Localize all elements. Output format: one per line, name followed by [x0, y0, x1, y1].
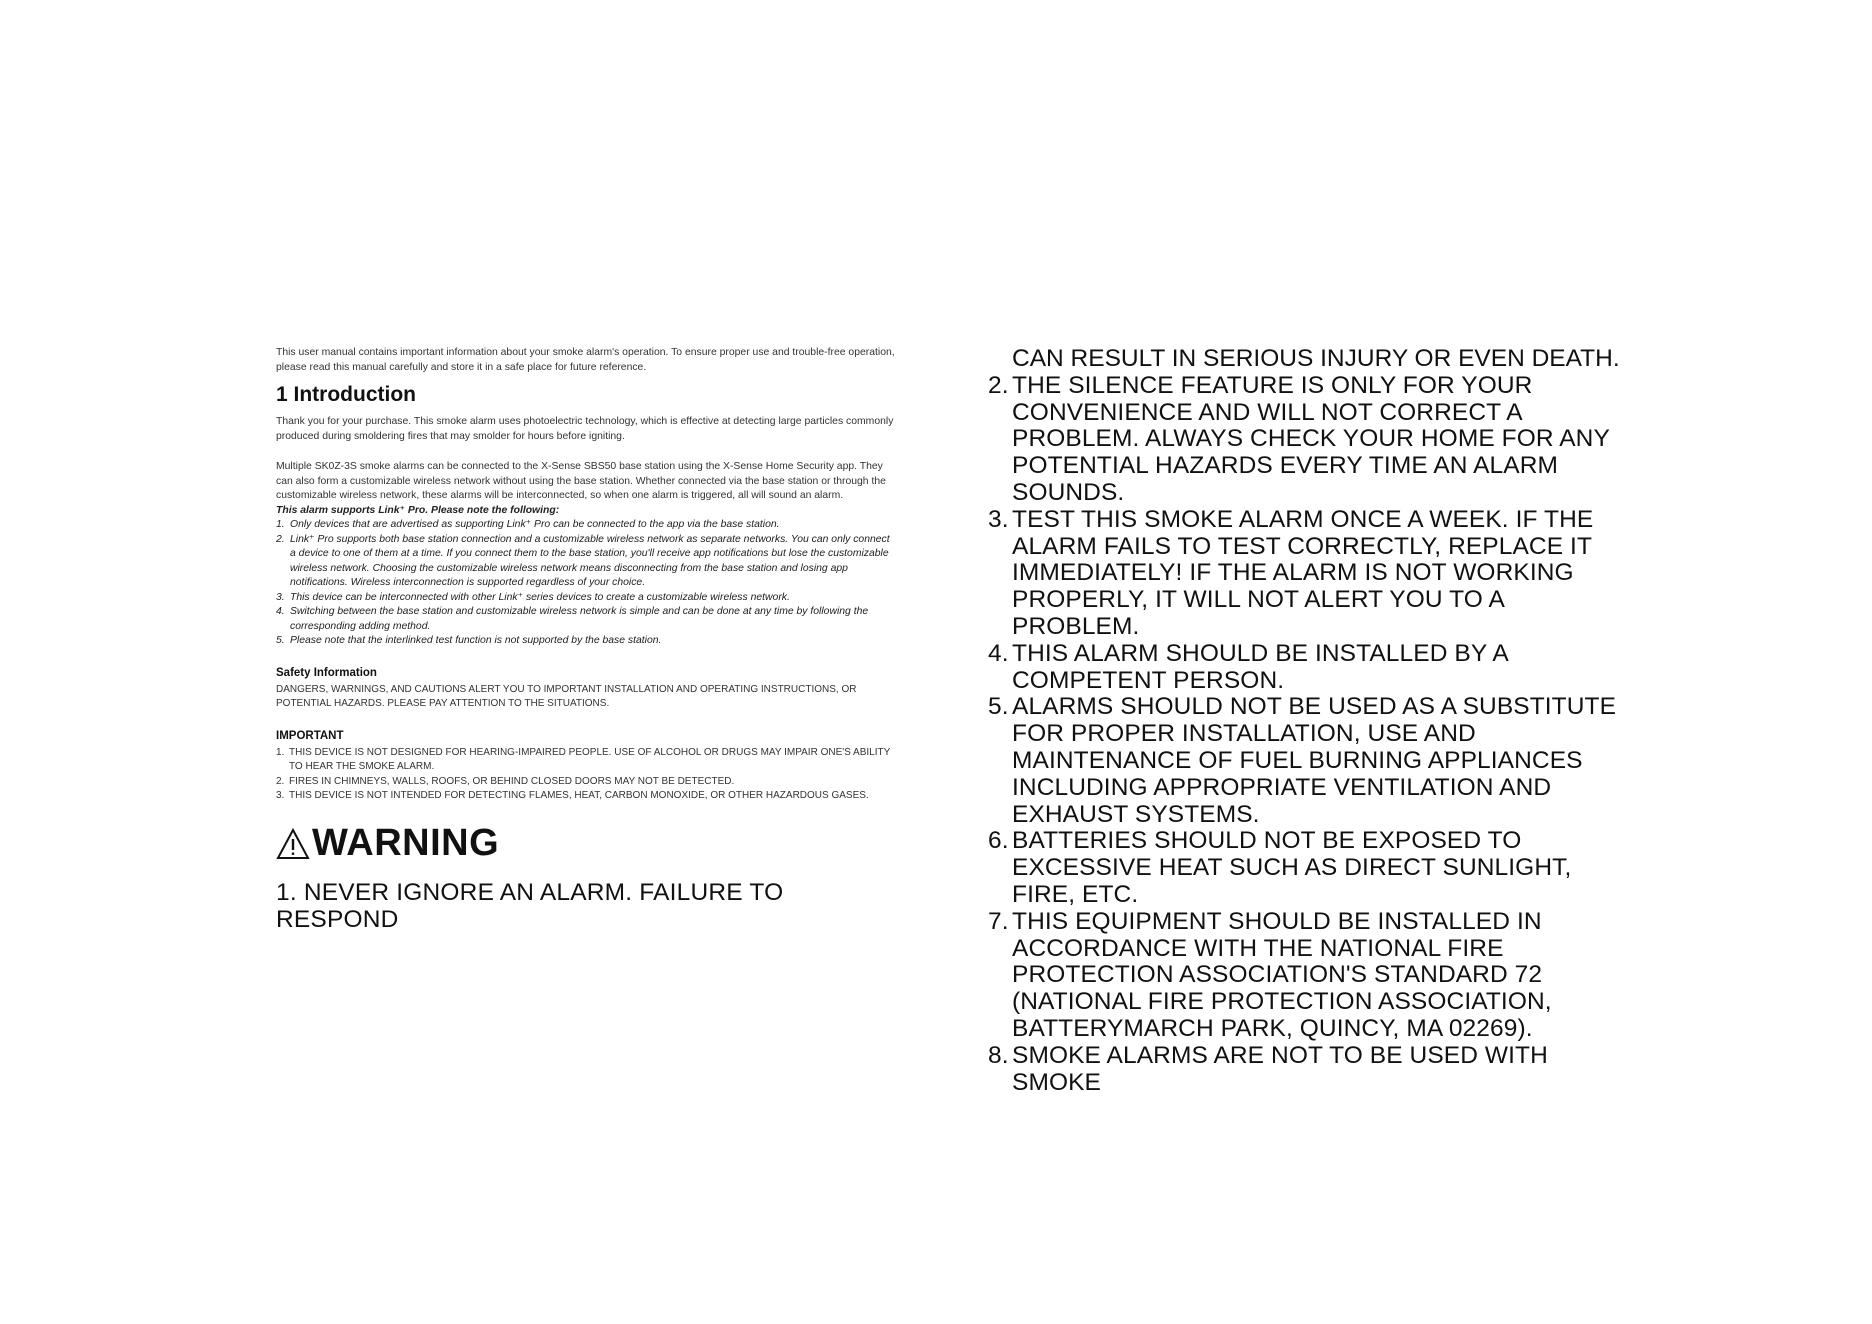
left-page [276, 346, 896, 933]
warning-item-1: 1. NEVER IGNORE AN ALARM. FAILURE TO RESPOND [276, 878, 784, 933]
list-item-text: Please note that the interlinked test function is not supported by the base station. [290, 635, 662, 646]
list-item-text: SMOKE ALARMS ARE NOT TO BE USED WITH SMOKE [1012, 1041, 1548, 1096]
list-item [276, 518, 896, 533]
list-item-number: 1. [276, 519, 285, 530]
list-item-number: 3. [988, 505, 1009, 533]
list-item-number: 4. [276, 606, 285, 617]
section-title-introduction: 1 Introduction [276, 383, 416, 406]
list-item-number: 7. [988, 907, 1009, 935]
safety-information-text: DANGERS, WARNINGS, AND CAUTIONS ALERT YOU TO IMPORTANT INSTALLATION AND OPERATING INSTRUCTIONS, OR POTENTIAL HAZARDS. PLEASE PAY ATTENTION TO THE SITUATIONS. [276, 683, 857, 709]
list-item-text: Only devices that are advertised as supporting Link⁺ Pro can be connected to the app via the base station. [290, 519, 780, 530]
list-item-number: 5. [276, 635, 285, 646]
list-item-text: Link⁺ Pro supports both base station connection and a customizable wireless network as separate networks. You can only connect a device to one of them at a time. If you connect them to the base station, you'll receive app notifications but lose the customizable wireless network. Choosing the customizable wireless network means disconnecting from the base station and losing app notifications. Wireless interconnection is supported regardless of your choice. [290, 533, 890, 588]
list-item-number: 4. [988, 639, 1009, 667]
list-item [276, 605, 896, 634]
list-item-text: THE SILENCE FEATURE IS ONLY FOR YOUR CONVENIENCE AND WILL NOT CORRECT A PROBLEM. ALWAYS CHECK YOUR HOME FOR ANY POTENTIAL HAZARDS EVERY TIME AN ALARM SOUNDS. [1012, 371, 1610, 506]
intro-text: This user manual contains important information about your smoke alarm's operation. To ensure proper use and trouble-free operation, please read this manual carefully and store it in a safe place for future reference. [276, 347, 895, 373]
list-item [988, 1043, 1628, 1097]
list-item [276, 634, 896, 649]
list-item [988, 373, 1628, 507]
link-pro-heading: This alarm supports Link⁺ Pro. Please note the following: [276, 504, 560, 516]
list-item-text: THIS EQUIPMENT SHOULD BE INSTALLED IN ACCORDANCE WITH THE NATIONAL FIRE PROTECTION ASSOCIATION'S STANDARD 72 (NATIONAL FIRE PROTECTION ASSOCIATION, BATTERYMARCH PARK, QUINCY, MA 02269). [1012, 907, 1552, 1042]
warning-item-1-continuation: CAN RESULT IN SERIOUS INJURY OR EVEN DEATH. [1012, 345, 1620, 372]
important-heading: IMPORTANT [276, 729, 344, 742]
warning-title: WARNING [312, 821, 500, 864]
list-item-number: 2. [276, 775, 285, 787]
list-item [988, 694, 1628, 828]
important-list [276, 746, 896, 804]
list-item [276, 775, 896, 790]
link-pro-list [276, 518, 896, 649]
list-item [276, 591, 896, 606]
list-item-text: Switching between the base station and customizable wireless network is simple and can be done at any time by following the corresponding adding method. [290, 606, 869, 632]
list-item-number: 2. [276, 533, 285, 545]
list-item-number: 6. [988, 827, 1009, 855]
safety-information-heading: Safety Information [276, 666, 377, 679]
list-item-number: 1. [276, 746, 285, 758]
list-item-text: THIS DEVICE IS NOT INTENDED FOR DETECTING FLAMES, HEAT, CARBON MONOXIDE, OR OTHER HAZARDOUS GASES. [289, 790, 869, 801]
list-item-text: ALARMS SHOULD NOT BE USED AS A SUBSTITUTE FOR PROPER INSTALLATION, USE AND MAINTENANCE OF FUEL BURNING APPLIANCES INCLUDING APPROPRIATE VENTILATION AND EXHAUST SYSTEMS. [1012, 693, 1617, 828]
list-item-number: 5. [988, 693, 1009, 721]
warning-list [988, 373, 1628, 1097]
intro-paragraph-2: Multiple SK0Z-3S smoke alarms can be connected to the X-Sense SBS50 base station using the X-Sense Home Security app. They can also form a customizable wireless network without using the base station. Whether connected via the base station or through the customizable wireless network, these alarms will be interconnected, so when one alarm is triggered, all will sound an alarm. [276, 461, 886, 501]
intro-paragraph-1: Thank you for your purchase. This smoke alarm uses photoelectric technology, which is effective at detecting large particles commonly produced during smoldering fires that may smolder for hours before igniting. [276, 416, 894, 442]
list-item-text: BATTERIES SHOULD NOT BE EXPOSED TO EXCESSIVE HEAT SUCH AS DIRECT SUNLIGHT, FIRE, ETC. [1012, 827, 1572, 908]
list-item-text: THIS ALARM SHOULD BE INSTALLED BY A COMPETENT PERSON. [1012, 639, 1508, 694]
list-item-number: 3. [276, 591, 285, 603]
list-item-number: 2. [988, 371, 1009, 399]
list-item [988, 828, 1628, 908]
list-item [276, 789, 896, 804]
list-item [988, 909, 1628, 1043]
list-item-number: 8. [988, 1041, 1009, 1069]
list-item-text: THIS DEVICE IS NOT DESIGNED FOR HEARING-IMPAIRED PEOPLE. USE OF ALCOHOL OR DRUGS MAY IMPAIR ONE'S ABILITY TO HEAR THE SMOKE ALARM. [289, 746, 891, 772]
list-item-text: This device can be interconnected with other Link⁺ series devices to create a customizable wireless network. [290, 591, 790, 603]
list-item [276, 746, 896, 775]
list-item [276, 533, 896, 591]
list-item-text: TEST THIS SMOKE ALARM ONCE A WEEK. IF THE ALARM FAILS TO TEST CORRECTLY, REPLACE IT IMMEDIATELY! IF THE ALARM IS NOT WORKING PROPERLY, IT WILL NOT ALERT YOU TO A PROBLEM. [1012, 505, 1594, 640]
list-item-number: 3. [276, 790, 285, 801]
list-item [988, 641, 1628, 695]
warning-heading [276, 822, 896, 865]
list-item-text: FIRES IN CHIMNEYS, WALLS, ROOFS, OR BEHIND CLOSED DOORS MAY NOT BE DETECTED. [289, 775, 735, 787]
list-item [988, 507, 1628, 641]
warning-triangle-icon [276, 827, 310, 859]
right-page [988, 346, 1628, 1096]
